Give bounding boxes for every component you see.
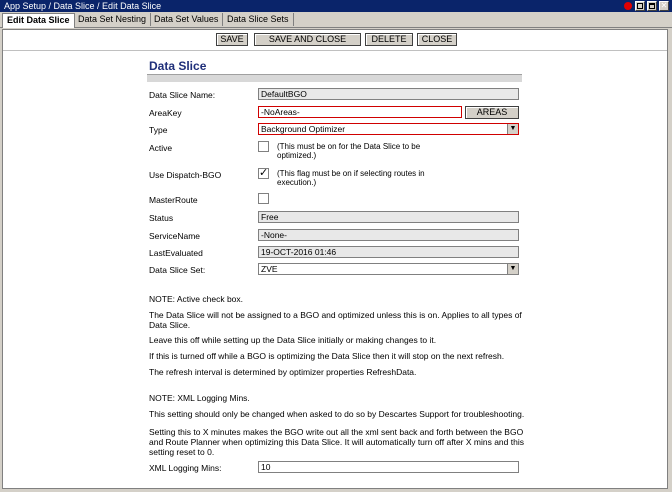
save-button[interactable]: SAVE xyxy=(216,33,248,46)
status-field: Free xyxy=(258,211,519,223)
sliceset-select[interactable] xyxy=(258,263,519,275)
name-field: DefaultBGO xyxy=(258,88,519,100)
note-paragraph: This setting should only be changed when asked to do so by Descartes Support for troubleshooting. xyxy=(149,409,525,419)
masterroute-checkbox[interactable] xyxy=(258,193,269,204)
window-title: App Setup / Data Slice / Edit Data Slice xyxy=(4,1,162,11)
active-checkbox[interactable] xyxy=(258,141,269,152)
chevron-down-icon[interactable]: ▼ xyxy=(507,124,518,134)
close-icon[interactable]: ✕ xyxy=(660,1,668,10)
active-note: (This must be on for the Data Slice to be optimized.) xyxy=(277,142,421,160)
note-paragraph: Setting this to X minutes makes the BGO write out all the xml sent back and forth between the BGO and Route Planner when optimizing this Data Slice. It will automatically turn off after X mins and this setting reset to 0. xyxy=(149,427,524,457)
type-value: Background Optimizer xyxy=(261,124,346,134)
close-button[interactable]: CLOSE xyxy=(417,33,457,46)
section-divider xyxy=(147,74,522,82)
note-paragraph: The refresh interval is determined by optimizer properties RefreshData. xyxy=(149,367,417,377)
section-title: Data Slice xyxy=(149,59,207,73)
active-note-heading: NOTE: Active check box. xyxy=(149,294,244,304)
content-panel xyxy=(2,29,668,489)
tab-edit-data-slice[interactable]: Edit Data Slice xyxy=(2,13,75,28)
note-paragraph: Leave this off while setting up the Data Slice initially or making changes to it. xyxy=(149,335,437,345)
active-label: Active xyxy=(149,143,173,153)
tab-bar xyxy=(0,12,672,28)
dispatch-label: Use Dispatch-BGO xyxy=(149,170,222,180)
lastevaluated-field: 19-OCT-2016 01:46 xyxy=(258,246,519,258)
type-label: Type xyxy=(149,125,168,135)
name-label: Data Slice Name: xyxy=(149,90,216,100)
restore-icon[interactable] xyxy=(647,1,657,11)
type-select[interactable] xyxy=(258,123,519,135)
xml-note-heading: NOTE: XML Logging Mins. xyxy=(149,393,250,403)
title-bar xyxy=(0,0,672,12)
record-icon[interactable] xyxy=(624,2,632,10)
lastevaluated-label: LastEvaluated xyxy=(149,248,203,258)
save-icon[interactable] xyxy=(635,1,645,11)
note-paragraph: If this is turned off while a BGO is optimizing the Data Slice then it will stop on the next refresh. xyxy=(149,351,505,361)
areakey-label: AreaKey xyxy=(149,108,182,118)
toolbar xyxy=(3,30,667,51)
servicename-label: ServiceName xyxy=(149,231,201,241)
save-and-close-button[interactable]: SAVE AND CLOSE xyxy=(254,33,361,46)
delete-button[interactable]: DELETE xyxy=(365,33,413,46)
masterroute-label: MasterRoute xyxy=(149,195,198,205)
sliceset-label: Data Slice Set: xyxy=(149,265,206,275)
sliceset-value: ZVE xyxy=(261,264,278,274)
xml-mins-label: XML Logging Mins: xyxy=(149,463,222,473)
tab-data-set-values[interactable]: Data Set Values xyxy=(150,13,223,26)
areakey-field[interactable]: -NoAreas- xyxy=(258,106,462,118)
xml-mins-input[interactable]: 10 xyxy=(258,461,519,473)
servicename-field: -None- xyxy=(258,229,519,241)
dispatch-checkbox[interactable]: ✓ xyxy=(259,167,269,179)
status-label: Status xyxy=(149,213,174,223)
note-paragraph: The Data Slice will not be assigned to a BGO and optimized unless this is on. Applies to all types of Data Slice. xyxy=(149,310,522,330)
tab-data-set-nesting[interactable]: Data Set Nesting xyxy=(74,13,151,26)
dispatch-note: (This flag must be on if selecting routes in execution.) xyxy=(277,169,425,187)
tab-data-slice-sets[interactable]: Data Slice Sets xyxy=(223,13,294,26)
areas-button[interactable]: AREAS xyxy=(465,106,519,119)
chevron-down-icon[interactable]: ▼ xyxy=(507,264,518,274)
